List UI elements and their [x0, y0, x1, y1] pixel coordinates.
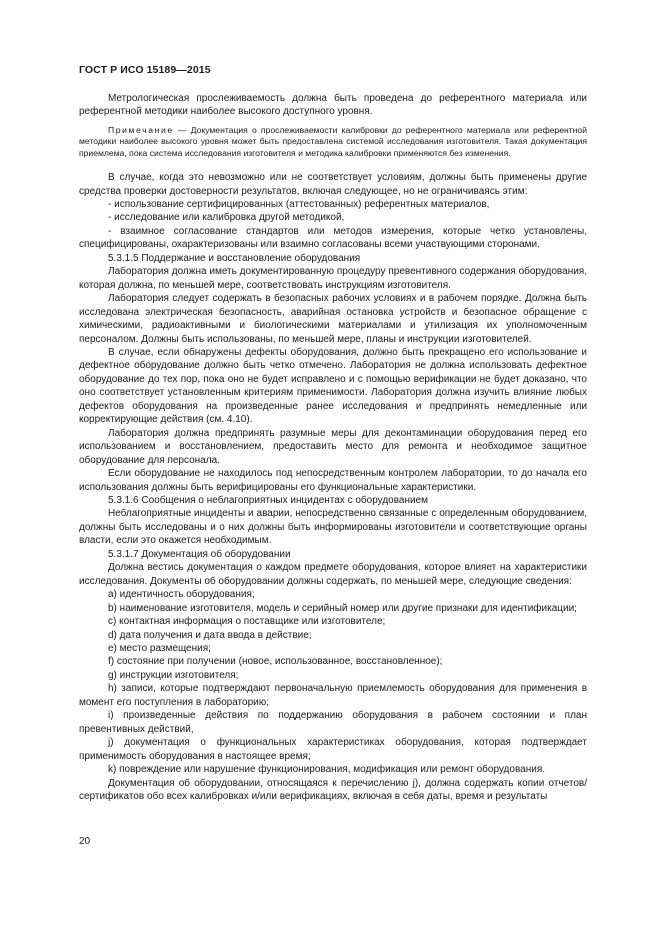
section-heading: 5.3.1.6 Сообщения о неблагоприятных инцидентах с оборудованием [108, 495, 429, 506]
list-item: f) состояние при получении (новое, использованное, восстановленное); [108, 656, 443, 668]
document-body [79, 92, 587, 803]
paragraph: В случае, когда это невозможно или не соответствует условиям, должны быть применены другие средства проверки достоверности результатов, включая следующее, но не ограничиваясь этим: [79, 172, 587, 197]
list-item: j) документация о функциональных характеристиках оборудования, которая подтверждает применимость оборудования в настоящее время; [79, 737, 587, 762]
paragraph: В случае, если обнаружены дефекты оборудования, должно быть прекращено его использование и дефектное оборудование должно быть четко отмечено. Лаборатория не должна использовать дефектное оборудование до тех пор, пока оно не будет исправлено и с помощью верификации не будет доказано, что оно соответствует установленным критериям применимости. Лаборатория должна изучить влияние любых дефектов оборудования на произведенные ранее исследования и предпринять немедленные или корректирующие действия (см. 4.10). [79, 347, 587, 426]
list-item: b) наименование изготовителя, модель и серийный номер или другие признаки для идентификации; [108, 602, 577, 614]
note-lead: Примечание [108, 124, 174, 135]
note-paragraph [79, 125, 587, 159]
paragraph: Неблагоприятные инциденты и аварии, непосредственно связанные с определенным оборудованием, должны быть исследованы и о них должны быть информированы изготовители и соответствующие органы власти, если это окажется необходимым. [79, 508, 587, 547]
list-item: - взаимное согласование стандартов или методов измерения, которые четко установлены, специфицированы, охарактеризованы или взаимно согласованы всеми участвующими сторонами. [79, 225, 587, 251]
list-item: a) идентичность оборудования; [108, 589, 255, 601]
paragraph: Метрологическая прослеживаемость должна быть проведена до референтного материала или референтной методики наиболее высокого доступного уровня. [79, 93, 587, 118]
list-item: d) дата получения и дата ввода в действие; [108, 629, 312, 641]
note-text: — Документация о прослеживаемости калибровки до референтного материала или референтной методики наиболее высокого уровня может быть предоставлена системой исследования изготовителя. Такая документация приемлема, пока система исследования изготовителя и методика калибровки применяются без изменения. [79, 124, 587, 158]
page-number: 20 [79, 836, 91, 847]
list-item: g) инструкции изготовителя; [108, 669, 239, 681]
list-item: e) место размещения; [108, 642, 211, 654]
list-item: h) записи, которые подтверждают первоначальную приемлемость оборудования для применения в момент его поступления в лабораторию; [79, 683, 587, 708]
paragraph: Должна вестись документация о каждом предмете оборудования, которое влияет на характеристики исследования. Документы об оборудовании должны содержать, по меньшей мере, следующие сведения: [79, 562, 587, 587]
list-item: i) произведенные действия по поддержанию оборудования в рабочем состоянии и план превентивных действий, [79, 710, 587, 735]
document-header: ГОСТ Р ИСО 15189—2015 [79, 64, 211, 76]
list-item: c) контактная информация о поставщике или изготовителе; [108, 616, 386, 628]
section-heading: 5.3.1.5 Поддержание и восстановление оборудования [108, 252, 361, 264]
paragraph: Если оборудование не находилось под непосредственным контролем лаборатории, то до начала его использования должны быть верифицированы его функциональные характеристики. [79, 468, 587, 493]
section-heading: 5.3.1.7 Документация об оборудовании [108, 548, 291, 560]
paragraph: Документация об оборудовании, относящаяся к перечислению j), должна содержать копии отчетов/сертификатов обо всех калибровках и/или верификациях, включая в себя даты, время и результаты [79, 777, 587, 802]
paragraph: Лаборатория должна предпринять разумные меры для деконтаминации оборудования перед его использованием и восстановлением, предоставить место для ремонта и необходимое защитное оборудование для персонала. [79, 427, 587, 466]
paragraph: Лаборатория должна иметь документированную процедуру превентивного содержания оборудования, которая должна, по меньшей мере, соответствовать инструкциям изготовителя. [79, 266, 587, 291]
list-item: k) повреждение или нарушение функционирования, модификация или ремонт оборудования. [108, 764, 546, 776]
paragraph: Лаборатория следует содержать в безопасных рабочих условиях и в рабочем порядке. Должна быть исследована электрическая безопасность, аварийная остановка устройств и безопасное обращение с химическими, радиоактивными и биологическими материалами и утилизация их уполномоченным персоналом. Должны быть использованы, по меньшей мере, планы и инструкции изготовителей. [79, 293, 587, 345]
list-item: - исследование или калибровка другой методикой, [108, 212, 345, 224]
list-item: - использование сертифицированных (аттестованных) референтных материалов, [108, 199, 490, 211]
